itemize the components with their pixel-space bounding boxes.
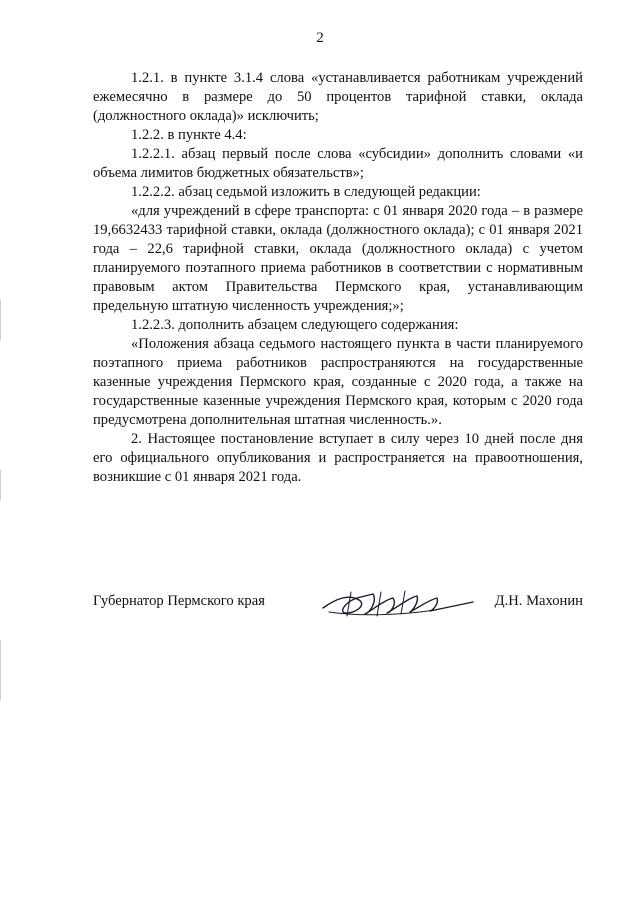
- paragraph-1-2-2: 1.2.2. в пункте 4.4:: [131, 127, 247, 143]
- document-body: [93, 69, 583, 487]
- paragraph-2: 2. Настоящее постановление вступает в силу через 10 дней после дня его официального опубликования и распространяется на правоотношения, возникшие с 01 января 2021 года.: [93, 431, 583, 485]
- paragraph-1-2-1: 1.2.1. в пункте 3.1.4 слова «устанавливается работникам учреждений ежемесячно в размере до 50 процентов тарифной ставки, оклада (должностного оклада)» исключить;: [93, 70, 583, 124]
- paragraph-1-2-2-3: 1.2.2.3. дополнить абзацем следующего содержания:: [131, 317, 459, 333]
- scan-edge-mark: [0, 640, 1, 700]
- page-number: 2: [316, 30, 324, 46]
- signature-block: [93, 586, 583, 626]
- paragraph-1-2-2-1: 1.2.2.1. абзац первый после слова «субсидии» дополнить словами «и объема лимитов бюджетных обязательств»;: [93, 146, 583, 181]
- paragraph-new-wording-add: «Положения абзаца седьмого настоящего пункта в части планируемого поэтапного приема работников распространяются на государственные казенные учреждения Пермского края, созданные с 2020 года, а также на государственные казенные учреждения Пермского края, которым с 2020 года предусмотрена дополнительная штатная численность.».: [93, 336, 583, 428]
- scan-edge-mark: [0, 300, 1, 340]
- paragraph-new-wording-7: «для учреждений в сфере транспорта: с 01 января 2020 года – в размере 19,6632433 тарифной ставки, оклада (должностного оклада); с 01 января 2021 года – 22,6 тарифной ставки, оклада (должностного оклада) с учетом планируемого поэтапного приема работников в соответствии с нормативным правовым актом Правительства Пермского края, устанавливающим предельную штатную численность учреждения;»;: [93, 203, 583, 314]
- scan-edge-mark: [0, 470, 1, 500]
- paragraph-1-2-2-2: 1.2.2.2. абзац седьмой изложить в следующей редакции:: [131, 184, 481, 200]
- signatory-name: Д.Н. Махонин: [494, 593, 583, 609]
- signatory-title: Губернатор Пермского края: [93, 593, 265, 609]
- handwritten-signature: [315, 586, 475, 622]
